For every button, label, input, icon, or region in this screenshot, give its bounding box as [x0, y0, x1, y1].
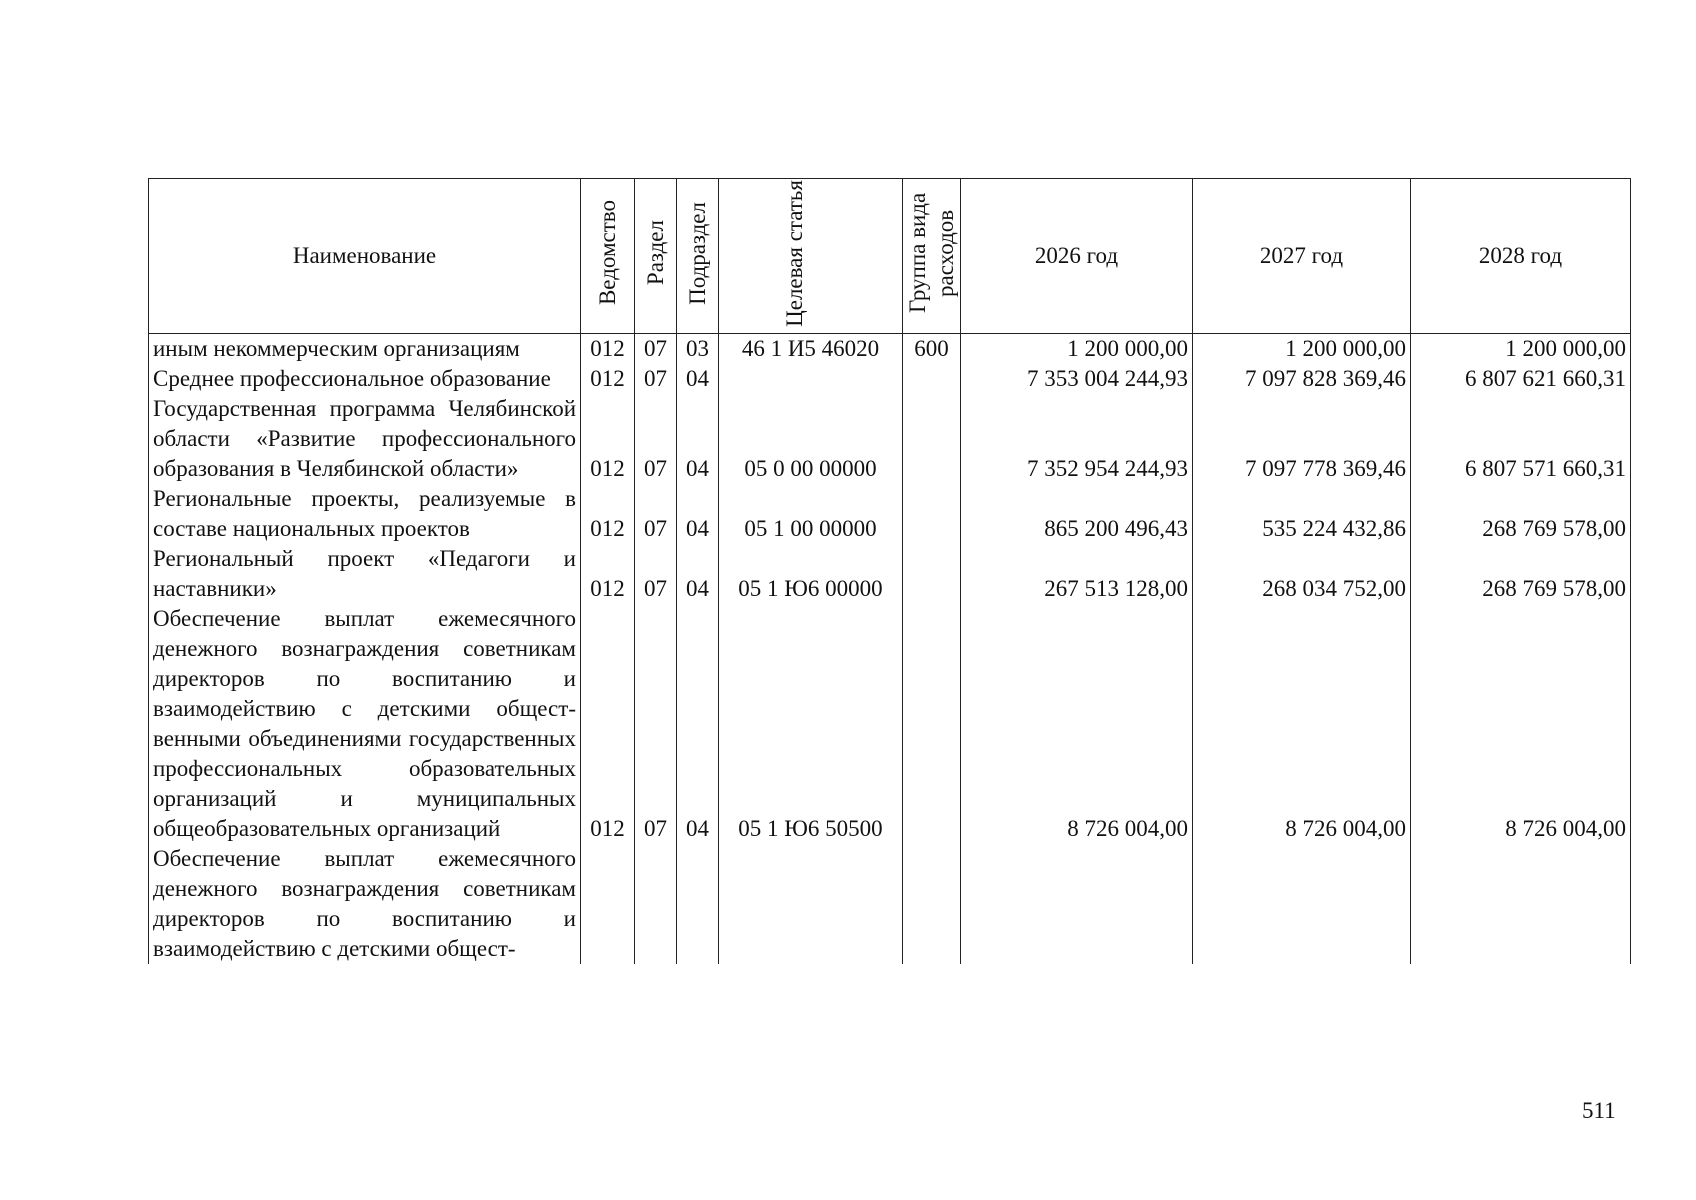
row-target: 05 1 00 00000: [719, 484, 903, 544]
row-expense-group: [903, 484, 961, 544]
page-number: 511: [1582, 1098, 1616, 1123]
header-2026: 2026 год: [961, 179, 1193, 334]
row-2027: [1193, 844, 1411, 964]
table-row: [149, 394, 1631, 484]
row-2028: 8 726 004,00: [1411, 604, 1631, 844]
row-2028: 6 807 621 660,31: [1411, 364, 1631, 394]
row-2026: 1 200 000,00: [961, 334, 1193, 365]
row-section: 07: [635, 484, 677, 544]
row-department: 012: [581, 604, 635, 844]
row-subsection: 03: [677, 334, 719, 365]
header-2028: 2028 год: [1411, 179, 1631, 334]
table-row: [149, 604, 1631, 844]
row-subsection: 04: [677, 394, 719, 484]
row-2027: 1 200 000,00: [1193, 334, 1411, 365]
row-department: 012: [581, 484, 635, 544]
table-row: [149, 364, 1631, 394]
row-subsection: 04: [677, 484, 719, 544]
row-subsection: 04: [677, 364, 719, 394]
row-department: [581, 844, 635, 964]
row-department: 012: [581, 334, 635, 365]
header-2027: 2027 год: [1193, 179, 1411, 334]
row-target: [719, 844, 903, 964]
header-expense-group: Группа вида расходов: [903, 179, 961, 334]
row-section: [635, 844, 677, 964]
row-name: Обеспечение выплат ежемесячного денежного вознаграждения советникам директоров по воспитанию и взаимодействию с детскими общест-: [149, 844, 581, 964]
header-section: Раздел: [635, 179, 677, 334]
row-name: Региональные проекты, реализуемые в составе национальных проектов: [149, 484, 581, 544]
row-expense-group: [903, 844, 961, 964]
row-subsection: 04: [677, 544, 719, 604]
table-row: [149, 334, 1631, 365]
row-name: Обеспечение выплат ежемесячного денежного вознаграждения советникам директоров по воспитанию и взаимодействию с детскими общественными объединениями государственных профессиональных образовательных организаций и муниципальных общеобразовательных организаций: [149, 604, 581, 844]
row-name: Среднее профессиональное образование: [149, 364, 581, 394]
row-name: иным некоммерческим организациям: [149, 334, 581, 365]
row-2027: 7 097 778 369,46: [1193, 394, 1411, 484]
row-target: 46 1 И5 46020: [719, 334, 903, 365]
row-expense-group: [903, 364, 961, 394]
row-target: 05 1 Ю6 00000: [719, 544, 903, 604]
row-section: 07: [635, 364, 677, 394]
row-expense-group: 600: [903, 334, 961, 365]
row-2028: 6 807 571 660,31: [1411, 394, 1631, 484]
header-target: Целевая статья: [719, 179, 903, 334]
table-row: [149, 544, 1631, 604]
header-subsection: Подраздел: [677, 179, 719, 334]
row-2026: 7 352 954 244,93: [961, 394, 1193, 484]
table-row: [149, 484, 1631, 544]
row-department: 012: [581, 364, 635, 394]
row-subsection: [677, 844, 719, 964]
row-2028: 1 200 000,00: [1411, 334, 1631, 365]
row-2026: 865 200 496,43: [961, 484, 1193, 544]
row-2026: 8 726 004,00: [961, 604, 1193, 844]
row-department: 012: [581, 544, 635, 604]
budget-table: [148, 178, 1631, 964]
row-department: 012: [581, 394, 635, 484]
row-expense-group: [903, 394, 961, 484]
header-name: Наименование: [149, 179, 581, 334]
table-header-row: [149, 179, 1631, 334]
table-row: [149, 844, 1631, 964]
row-2027: 8 726 004,00: [1193, 604, 1411, 844]
row-section: 07: [635, 394, 677, 484]
row-2026: 7 353 004 244,93: [961, 364, 1193, 394]
row-2028: [1411, 844, 1631, 964]
row-section: 07: [635, 334, 677, 365]
row-target: 05 0 00 00000: [719, 394, 903, 484]
row-name: Региональный проект «Педагоги и наставники»: [149, 544, 581, 604]
row-2027: 7 097 828 369,46: [1193, 364, 1411, 394]
row-expense-group: [903, 604, 961, 844]
row-2027: 268 034 752,00: [1193, 544, 1411, 604]
row-2028: 268 769 578,00: [1411, 544, 1631, 604]
row-section: 07: [635, 604, 677, 844]
row-2027: 535 224 432,86: [1193, 484, 1411, 544]
row-target: 05 1 Ю6 50500: [719, 604, 903, 844]
row-expense-group: [903, 544, 961, 604]
row-2028: 268 769 578,00: [1411, 484, 1631, 544]
row-2026: [961, 844, 1193, 964]
header-department: Ведомство: [581, 179, 635, 334]
row-section: 07: [635, 544, 677, 604]
row-2026: 267 513 128,00: [961, 544, 1193, 604]
row-name: Государственная программа Челябинской области «Развитие профессионального образования в Челябинской области»: [149, 394, 581, 484]
row-target: [719, 364, 903, 394]
row-subsection: 04: [677, 604, 719, 844]
